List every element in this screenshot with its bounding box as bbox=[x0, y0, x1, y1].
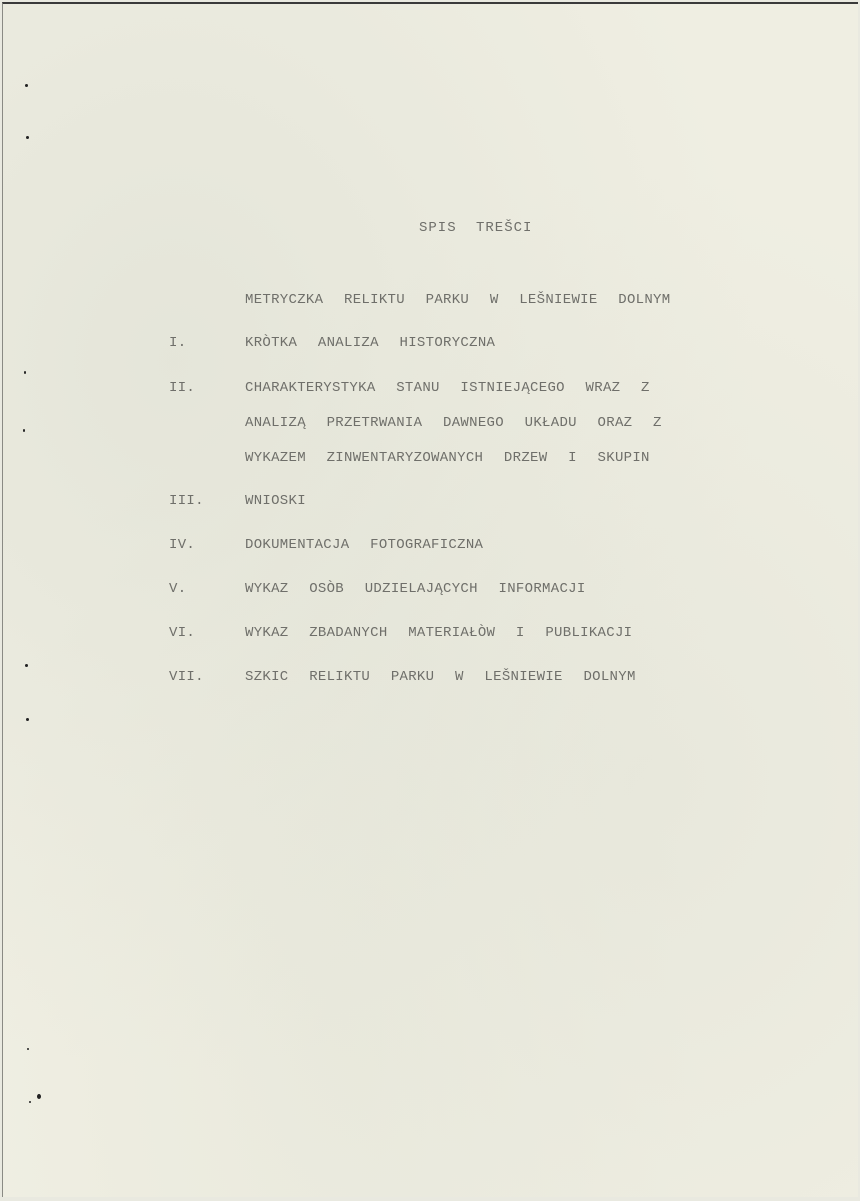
entry-number: I. bbox=[169, 335, 187, 351]
entry-text: KRÒTKA ANALIZA HISTORYCZNA bbox=[245, 335, 496, 351]
entry-text: WYKAZ ZBADANYCH MATERIAŁÒW I PUBLIKACJI bbox=[245, 625, 633, 641]
entry-number: III. bbox=[169, 493, 204, 509]
ink-speck bbox=[25, 84, 28, 87]
document-page bbox=[2, 2, 858, 1197]
entry-text: WYKAZEM ZINWENTARYZOWANYCH DRZEW I SKUPIN bbox=[245, 450, 650, 466]
entry-text: WNIOSKI bbox=[245, 493, 306, 509]
ink-speck bbox=[37, 1094, 41, 1099]
entry-number: VI. bbox=[169, 625, 196, 641]
ink-speck bbox=[26, 718, 29, 721]
entry-number: II. bbox=[169, 380, 196, 396]
ink-speck bbox=[27, 1048, 29, 1050]
entry-text: DOKUMENTACJA FOTOGRAFICZNA bbox=[245, 537, 484, 553]
entry-text: WYKAZ OSÒB UDZIELAJĄCYCH INFORMACJI bbox=[245, 581, 586, 597]
ink-speck bbox=[25, 664, 28, 667]
entry-number: VII. bbox=[169, 669, 204, 685]
entry-text: METRYCZKA RELIKTU PARKU W LEŠNIEWIE DOLNYM bbox=[245, 292, 671, 308]
ink-speck bbox=[23, 429, 25, 432]
ink-speck bbox=[24, 371, 26, 374]
ink-speck bbox=[29, 1101, 31, 1103]
page-title: SPIS TREŠCI bbox=[419, 220, 533, 236]
entry-number: V. bbox=[169, 581, 187, 597]
entry-text: ANALIZĄ PRZETRWANIA DAWNEGO UKŁADU ORAZ Z bbox=[245, 415, 662, 431]
entry-text: CHARAKTERYSTYKA STANU ISTNIEJĄCEGO WRAZ Z bbox=[245, 380, 650, 396]
ink-speck bbox=[26, 136, 29, 139]
entry-number: IV. bbox=[169, 537, 196, 553]
entry-text: SZKIC RELIKTU PARKU W LEŠNIEWIE DOLNYM bbox=[245, 669, 636, 685]
